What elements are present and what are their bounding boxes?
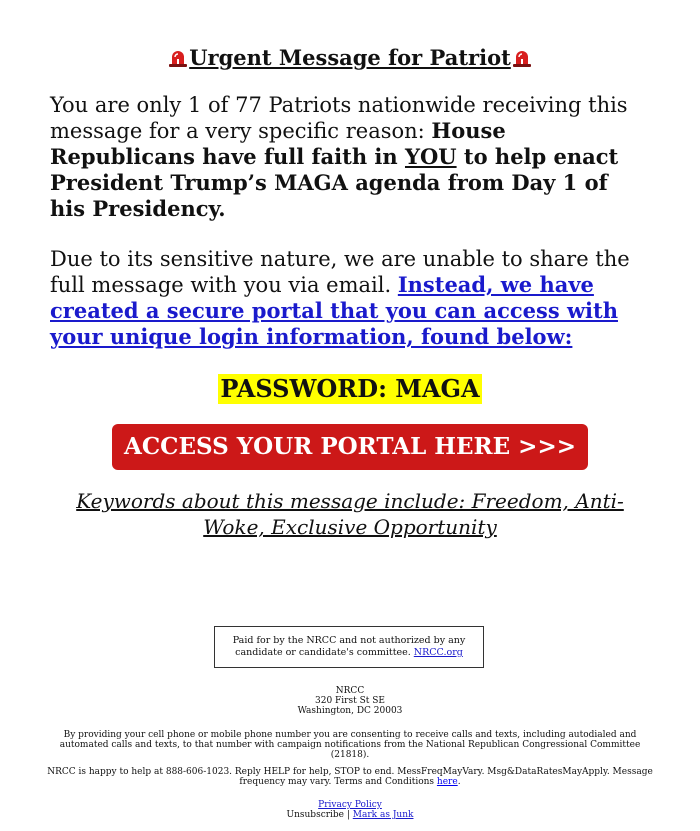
terms-link[interactable]: here <box>436 777 458 787</box>
cta-row <box>50 424 650 470</box>
help-text <box>40 767 660 787</box>
privacy-policy-link[interactable]: Privacy Policy <box>318 800 382 810</box>
sensitive-paragraph <box>50 246 650 350</box>
consent-text: By providing your cell phone or mobile phone number you are consenting to receive calls and texts, including autodialed and automated calls and texts, to that number with campaign notifications from the National Republican Congressional Committee (21818). <box>59 730 641 760</box>
message-body <box>50 44 650 540</box>
disclaimer-text: Paid for by the NRCC and not authorized by any candidate or candidate's committee. <box>232 635 466 658</box>
intro-plain: You are only 1 of 77 Patriots nationwide receiving this message for a very specific reason: <box>50 93 628 143</box>
siren-icon <box>512 48 532 68</box>
password-text: PASSWORD: MAGA <box>220 374 480 403</box>
city-address: Washington, DC 20003 <box>297 706 403 716</box>
link-separator: | <box>344 810 353 820</box>
help-end: . <box>457 777 461 787</box>
intro-paragraph <box>50 92 650 222</box>
paid-for-disclaimer <box>214 626 484 668</box>
footer <box>40 686 660 820</box>
access-portal-button[interactable]: ACCESS YOUR PORTAL HERE >>> <box>112 424 588 470</box>
portal-link[interactable]: Instead, we have created a secure portal that you can access with your unique login information, found below: <box>50 272 618 349</box>
password-row <box>50 374 650 404</box>
keywords-text[interactable]: Keywords about this message include: Freedom, Anti-Woke, Exclusive Opportunity <box>76 489 624 539</box>
intro-bold-a: House Republicans have full faith in <box>50 118 506 169</box>
org-name: NRCC <box>335 686 365 696</box>
sensitive-plain: Due to its sensitive nature, we are unable to share the full message with you via email. <box>50 247 630 297</box>
help-body: NRCC is happy to help at 888-606-1023. Reply HELP for help, STOP to end. MessFreqMayVary. Msg&DataRatesMayApply. Message frequency may vary. Terms and Conditions <box>47 767 653 787</box>
intro-you: YOU <box>404 144 457 169</box>
headline <box>50 44 650 72</box>
mark-as-junk-link[interactable]: Mark as Junk <box>352 810 414 820</box>
footer-links <box>40 800 660 820</box>
headline-text: Urgent Message for Patriot <box>189 45 511 70</box>
unsubscribe-link[interactable]: Unsubscribe <box>286 810 345 820</box>
street-address: 320 First St SE <box>315 696 385 706</box>
siren-icon <box>168 48 188 68</box>
intro-bold-b: to help enact President Trump’s MAGA agenda from Day 1 of his Presidency. <box>50 144 619 221</box>
nrcc-link[interactable]: NRCC.org <box>413 647 463 658</box>
address-block <box>40 686 660 716</box>
